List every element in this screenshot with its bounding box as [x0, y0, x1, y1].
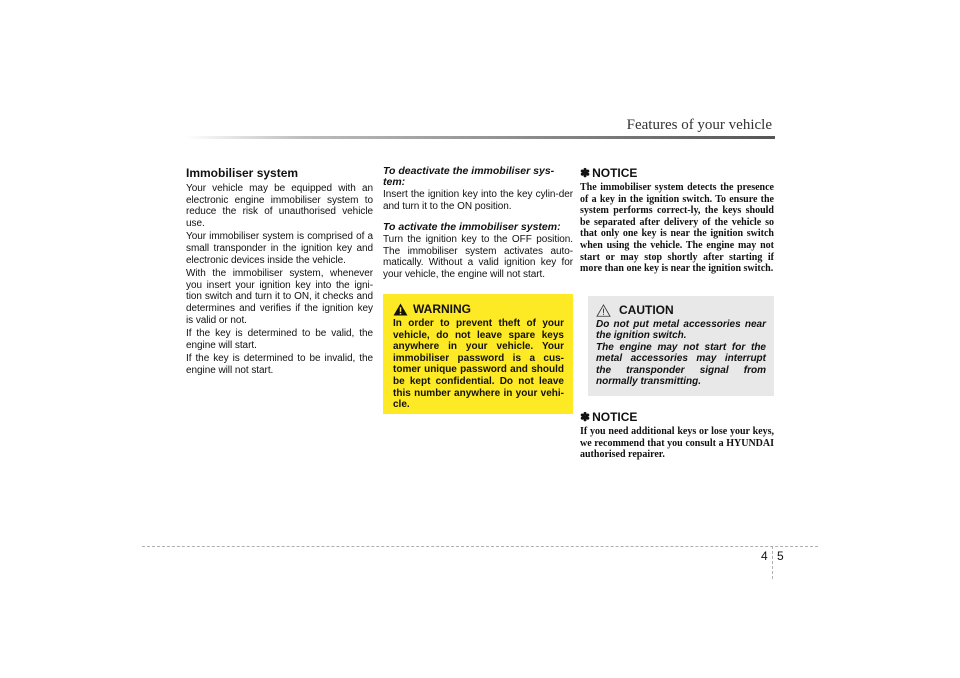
paragraph: If the key is determined to be invalid, the engine will not start.: [186, 353, 373, 376]
activate-text: Turn the ignition key to the OFF position. The immobiliser system activates auto-matically. Without a valid ignition key for your vehicle, the engine will not start.: [383, 234, 573, 280]
caution-line: The engine may not start for the metal accessories may interrupt the transponder signal from normally transmitting.: [596, 341, 766, 388]
notice-symbol-icon: ✽: [580, 166, 591, 180]
paragraph: If the key is determined to be valid, the engine will start.: [186, 328, 373, 351]
warning-box: [383, 294, 573, 414]
warning-title: WARNING: [413, 302, 471, 316]
deactivate-text: Insert the ignition key into the key cylin-der and turn it to the ON position.: [383, 189, 573, 212]
warning-icon: [393, 303, 408, 316]
page-header-title: Features of your vehicle: [626, 117, 772, 133]
notice-title: NOTICE: [592, 410, 638, 424]
activate-heading: To activate the immobiliser system:: [383, 221, 561, 234]
warning-text: In order to prevent theft of your vehicle, do not leave spare keys anywhere in your vehicle. Your immobiliser password is a cus-tomer unique password and should be kept confidential. Do not leave this number anywhere in your vehi-cle.: [393, 318, 564, 411]
chapter-number: 4: [761, 549, 768, 563]
header-rule: [185, 136, 775, 139]
deactivate-heading: To deactivate the immobiliser sys-tem:: [383, 165, 555, 188]
page-number: 5: [777, 549, 784, 563]
paragraph: With the immobiliser system, whenever you insert your ignition key into the igni-tion switch and turn it to ON, it checks and determines and verifies if the ignition key is valid or not.: [186, 268, 373, 326]
notice-title: NOTICE: [592, 166, 638, 180]
paragraph: Your vehicle may be equipped with an electronic engine immobiliser system to reduce the risk of unauthorised vehicle use.: [186, 183, 373, 229]
caution-line: Do not put metal accessories near the ignition switch.: [596, 319, 766, 342]
column-immobiliser: [186, 166, 373, 379]
notice-symbol-icon: ✽: [580, 410, 591, 424]
notice-text: The immobiliser system detects the presence of a key in the ignition switch. To ensure the system performs correct-ly, the keys should be separated after delivery of the vehicle so that only one key is near the ignition switch when using the vehicle. The engine may not start or may stop shortly after starting if more than one key is near the ignition switch.: [580, 182, 774, 275]
section-heading: Immobiliser system: [186, 166, 299, 180]
caution-box: [588, 296, 774, 396]
notice-immobiliser: [580, 166, 774, 275]
page-number-divider: [772, 546, 773, 579]
column-activation: [383, 166, 573, 283]
caution-title: CAUTION: [619, 303, 674, 317]
caution-icon: [596, 304, 611, 317]
footer-rule: [142, 546, 818, 547]
paragraph: Your immobiliser system is comprised of a small transponder in the ignition key and electronic devices inside the vehicle.: [186, 231, 373, 266]
notice-additional-keys: [580, 410, 774, 461]
notice-text: If you need additional keys or lose your keys, we recommend that you consult a HYUNDAI authorised repairer.: [580, 426, 774, 461]
